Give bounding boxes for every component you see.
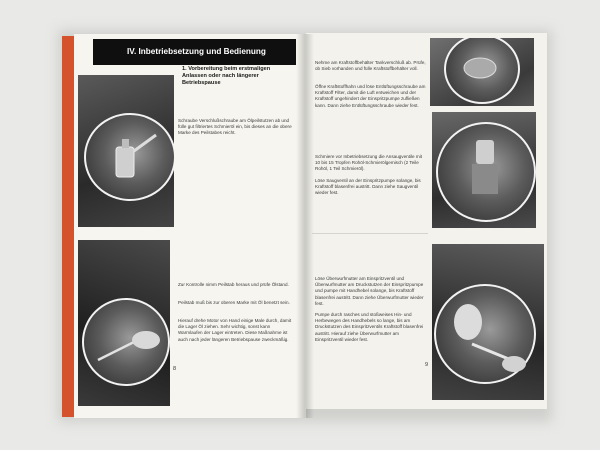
left-text-1: Schraube Verschlußschraube am Ölpeilstutzen ab und fülle gut filtriertes Schmieröl ein, bis dieses an die obere Marke des Peilstabes reicht. [178,118,292,136]
right-text-4: Löse Saugventil an der Einspritzpumpe solange, bis Kraftstoff blasenfrei austritt. Dann ziehe Saugventil wieder fest. [315,178,421,196]
photo-fuel-tank [430,38,534,106]
photo-dipstick [78,240,170,406]
photo-oil-filling [78,75,174,227]
left-text-4: Hierauf drehe Motor von Hand einige Male durch, damit die Lager Öl ziehen. Sehr wichtig, sonst kann Warmlaufen der Lager eintreten. Diese Maßnahme ist auch nach jeder längeren Betriebspause zweckmäßig. [178,318,292,342]
right-text-5: Löse Überwurfmutter am Einspritzventil und Überwurfmutter am Druckstutzen der Einspritzpumpe und pumpe mit Handhebel solange, bis Kraftstoff blasenfrei austritt. Dann ziehe Überwurfmutter wieder fest. [315,276,424,306]
left-subheading: 1. Vorbereitung beim erstmaligen Anlassen oder nach längerer Betriebspause [182,66,271,86]
book-gutter [296,34,314,418]
photo-injection-pump [432,112,536,228]
hand-lever-illustration [432,244,544,400]
hand-dipstick-illustration [78,240,170,406]
chapter-heading: IV. Inbetriebsetzung und Bedienung [93,39,296,65]
right-text-3: Schmiere vor Inbetriebsetzung die Ansaugventile mit 10 bis 15 Tropfen Rohöl-Schmierölgemisch (2 Teile Rohöl, 1 Teil Schmieröl). [315,154,422,172]
right-text-1: Nehme am Kraftstoffbehälter Tankverschluß ab. Prüfe, ob Sieb vorhanden und fülle Kraftstoffbehälter voll. [315,60,426,72]
section-divider [312,233,428,234]
right-text-2: Öffne Kraftstoffhahn und löse Entlüftungsschraube am Kraftstoff Filter, damit die Luft entweichen und der Kraftstoff ungehindert der Einspritzpumpe zufließen kann. Dann ziehe Entlüftungsschraube wieder fest. [315,84,426,108]
page-number-left: 8 [173,366,177,372]
photo-nozzle-hand [432,244,544,400]
tank-cap-illustration [430,38,534,106]
page-number-right: 9 [425,362,429,368]
right-text-6: Pumpe durch rasches und stoßweises Hin- und Herbewegen des Handhebels so lange, bis am Druckstutzen des Einspritzventils Kraftstoff blasenfrei austritt. Hierauf ziehe Überwurfmutter am Einspritzventil wieder fest. [315,312,424,342]
oil-can-illustration [78,75,174,227]
left-text-3: Peilstab muß bis zur oberen Marke mit Öl benetzt sein. [178,300,290,305]
left-text-2: Zur Kontrolle nimm Peilstab heraus und prüfe Ölstand. [178,282,289,287]
pump-illustration [432,112,536,228]
